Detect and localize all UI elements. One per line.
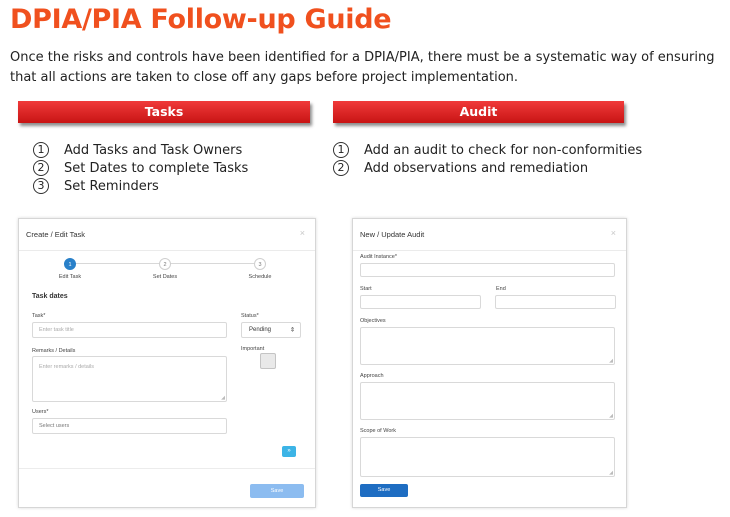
tasks-banner: Tasks xyxy=(18,101,310,123)
new-update-audit-dialog xyxy=(352,218,627,508)
wizard-step-number: 1 xyxy=(64,258,76,270)
audit-step xyxy=(333,159,642,177)
resize-handle-icon[interactable]: ◢ xyxy=(609,470,613,476)
start-date-input[interactable] xyxy=(360,295,481,309)
wizard-step-number: 2 xyxy=(159,258,171,270)
wizard-step-label: Set Dates xyxy=(152,274,178,280)
audit-step xyxy=(333,141,642,159)
step-text: Set Dates to complete Tasks xyxy=(64,160,249,176)
status-label: Status* xyxy=(241,313,259,319)
scope-textarea[interactable] xyxy=(360,437,615,477)
tasks-steps-list xyxy=(33,141,248,195)
step-text: Set Reminders xyxy=(64,178,159,194)
audit-instance-input[interactable] xyxy=(360,263,615,277)
intro-text: Once the risks and controls have been identified for a DPIA/PIA, there must be a systematic way of ensuring that all actions are taken to close off any gaps before project implementation. xyxy=(10,50,715,85)
dialog-header xyxy=(353,219,626,251)
wizard-step-label: Schedule xyxy=(248,274,272,280)
step-number: 2 xyxy=(333,160,349,176)
approach-label: Approach xyxy=(360,373,384,379)
step-number: 3 xyxy=(33,178,49,194)
end-label: End xyxy=(496,286,506,292)
wizard-step-label: Edit Task xyxy=(58,274,82,280)
step-number: 1 xyxy=(33,142,49,158)
close-icon[interactable]: × xyxy=(610,228,616,238)
remarks-label: Remarks / Details xyxy=(32,348,76,354)
footer-divider xyxy=(19,468,315,469)
dialog-header xyxy=(19,219,315,251)
step-number: 2 xyxy=(33,160,49,176)
wizard-step-set-dates[interactable] xyxy=(135,258,195,280)
tasks-step xyxy=(33,141,248,159)
select-arrows-icon: ⇕ xyxy=(289,327,295,334)
page-title: DPIA/PIA Follow-up Guide xyxy=(10,4,392,35)
wizard-step-edit-task[interactable] xyxy=(40,258,100,280)
wizard-step-number: 3 xyxy=(254,258,266,270)
task-title-input[interactable] xyxy=(32,322,227,338)
objectives-textarea[interactable] xyxy=(360,327,615,365)
tasks-step xyxy=(33,159,248,177)
remarks-textarea[interactable] xyxy=(32,356,227,402)
task-title-placeholder: Enter task title xyxy=(39,327,74,333)
scope-label: Scope of Work xyxy=(360,428,396,434)
step-text: Add Tasks and Task Owners xyxy=(64,142,243,158)
approach-textarea[interactable] xyxy=(360,382,615,420)
step-text: Add an audit to check for non-conformities xyxy=(364,142,643,158)
create-edit-task-dialog xyxy=(18,218,316,508)
save-button[interactable]: Save xyxy=(360,484,408,497)
audit-steps-list xyxy=(333,141,642,177)
resize-handle-icon[interactable]: ◢ xyxy=(221,395,225,401)
audit-banner: Audit xyxy=(333,101,624,123)
section-title: Task dates xyxy=(32,293,68,300)
step-number: 1 xyxy=(333,142,349,158)
start-label: Start xyxy=(360,286,372,292)
next-step-button[interactable]: » xyxy=(282,446,296,457)
status-value: Pending xyxy=(249,327,272,333)
objectives-label: Objectives xyxy=(360,318,386,324)
dialog-title: Create / Edit Task xyxy=(26,230,86,239)
users-select[interactable] xyxy=(32,418,227,434)
close-icon[interactable]: × xyxy=(299,228,305,238)
remarks-placeholder: Enter remarks / details xyxy=(39,364,95,370)
important-label: Important xyxy=(241,346,265,352)
dialog-title: New / Update Audit xyxy=(360,230,425,239)
tasks-step xyxy=(33,177,248,195)
audit-instance-label: Audit Instance* xyxy=(360,254,397,260)
important-checkbox[interactable] xyxy=(260,353,276,369)
save-button[interactable]: Save xyxy=(250,484,304,498)
resize-handle-icon[interactable]: ◢ xyxy=(609,358,613,364)
end-date-input[interactable] xyxy=(495,295,616,309)
users-placeholder: Select users xyxy=(39,423,70,429)
task-label: Task* xyxy=(32,313,46,319)
wizard-step-schedule[interactable] xyxy=(230,258,290,280)
status-select[interactable] xyxy=(241,322,301,338)
resize-handle-icon[interactable]: ◢ xyxy=(609,413,613,419)
step-text: Add observations and remediation xyxy=(364,160,589,176)
users-label: Users* xyxy=(32,409,49,415)
